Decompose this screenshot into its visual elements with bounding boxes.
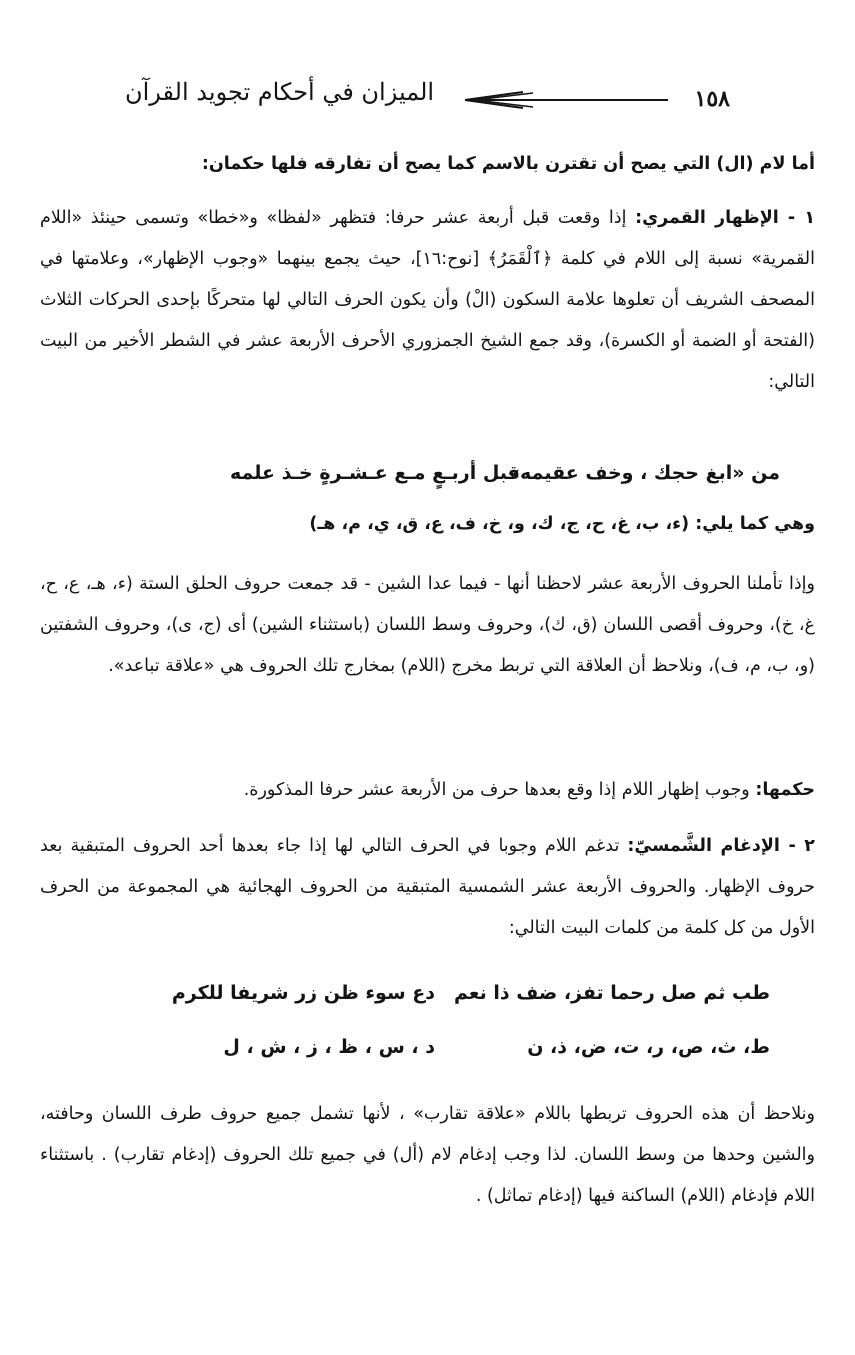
section-ithhar-qamari — [40, 198, 815, 403]
page-header — [125, 72, 735, 122]
arrow-icon — [463, 88, 673, 112]
paragraph-conclusion: ونلاحظ أن هذه الحروف تربطها باللام «علاقة تقارب» ، لأنها تشمل جميع حروف طرف اللسان وحافته، والشين وحدها من وسط اللسان. لذا وجب إدغام لام (أل) في جميع تلك الحروف (إدغام تقارب) . باستثناء اللام فإدغام (اللام) الساكنة فيها (إدغام تماثل) . — [40, 1104, 815, 1206]
section-heading: ١ - الإظهار القمري: — [635, 208, 815, 228]
running-title: الميزان في أحكام تجويد القرآن — [125, 78, 435, 106]
shamsi-letters-left: د ، س ، ظ ، ز ، ش ، ل — [223, 1036, 435, 1058]
ruling-line — [40, 770, 815, 811]
page-number: ١٥٨ — [694, 86, 730, 112]
ruling-text: وجوب إظهار اللام إذا وقع بعدها حرف من الأربعة عشر حرفا المذكورة. — [243, 780, 750, 800]
verse-right-hemistich: قبل أربـعٍ مـع عـشـرةٍ خـذ علمه — [229, 462, 520, 484]
paragraph-analysis: وإذا تأملنا الحروف الأربعة عشر لاحظنا أنها - فيما عدا الشين - قد جمعت حروف الحلق الستة (ء، هـ، ع، ح، غ، خ)، وحروف أقصى اللسان (ق، ك)، وحروف وسط اللسان (باستثناء الشين) أى (ج، ى)، وحروف الشفتين (و، ب، م، ف)، ونلاحظ أن العلاقة التي تربط مخرج (اللام) بمخارج تلك الحروف هي «علاقة تباعد». — [40, 574, 815, 676]
verse-left-hemistich: من «ابغ حجك ، وخف عقيمه» — [507, 462, 780, 484]
qamari-letters: وهي كما يلي: (ء، ب، غ، ح، ج، ك، و، خ، ف، ع، ق، ي، م، هـ) — [309, 514, 815, 534]
intro-line: أما لام (ال) التي يصح أن تقترن بالاسم كما يصح أن تفارقه فلها حكمان: — [201, 154, 815, 174]
section-body: تدغم اللام وجوبا في الحرف التالي لها إذا جاء بعدها أحد الحروف المتبقية بعد حروف الإظهار. والحروف الأربعة عشر الشمسية المتبقية من الحروف الهجائية هي المجموعة من الحرف الأول من كل كلمة من كلمات البيت التالي: — [40, 836, 815, 938]
section-body: إذا وقعت قبل أربعة عشر حرفا: فتظهر «لفظا» و«خطا» وتسمى حينئذ «اللام القمرية» نسبة إلى اللام في كلمة ﴿ٱلْقَمَرُ﴾ [نوح:١٦]، حيث يجمع بينهما «وجوب الإظهار»، وعلامتها في المصحف الشريف أن تعلوها علامة السكون (الْ) وأن يكون الحرف التالي لها متحركًا بإحدى الحركات الثلاث (الفتحة أو الضمة أو الكسرة)، وقد جمع الشيخ الجمزوري الأحرف الأربعة عشر في الشطر الأخير من البيت التالي: — [40, 208, 815, 392]
section-heading: ٢ - الإدغام الشَّمسيّ: — [627, 836, 815, 856]
shamsi-letters-right: ط، ث، ص، ر، ت، ض، ذ، ن — [527, 1036, 770, 1058]
verse2-left-hemistich: دع سوء ظن زر شريفا للكرم — [171, 982, 435, 1004]
ruling-label: حكمها: — [755, 780, 815, 800]
section-idgham-shamsi — [40, 826, 815, 949]
verse2-right-hemistich: طب ثم صل رحما تفز، ضف ذا نعم — [453, 982, 770, 1004]
